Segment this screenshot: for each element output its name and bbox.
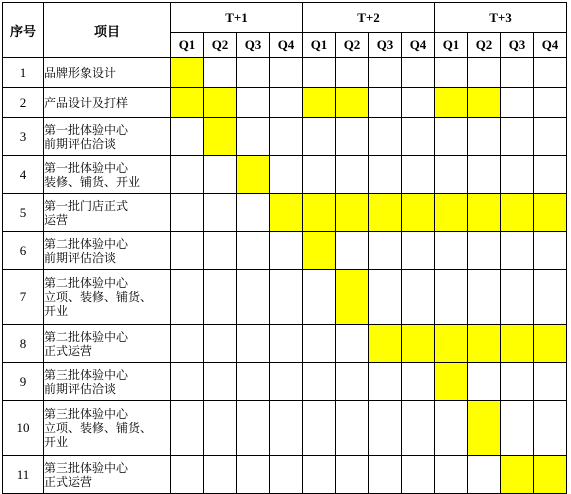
row-item <box>44 325 171 363</box>
schedule-cell-active <box>336 88 369 118</box>
table-row <box>3 456 567 494</box>
schedule-cell-active <box>501 194 534 232</box>
schedule-cell <box>171 456 204 494</box>
schedule-cell <box>534 401 567 456</box>
schedule-cell <box>336 456 369 494</box>
schedule-cell <box>204 156 237 194</box>
schedule-cell <box>501 363 534 401</box>
schedule-cell <box>204 325 237 363</box>
row-item-line: 第三批体验中心 <box>44 460 129 475</box>
schedule-cell <box>501 58 534 88</box>
table-row <box>3 58 567 88</box>
schedule-cell-active <box>204 88 237 118</box>
row-item-line: 开业 <box>44 304 69 318</box>
header-quarter: Q2 <box>204 33 237 58</box>
schedule-cell-active <box>303 194 336 232</box>
schedule-cell <box>435 401 468 456</box>
table-row <box>3 118 567 156</box>
row-item <box>44 401 171 456</box>
schedule-cell-active <box>270 194 303 232</box>
schedule-cell <box>171 232 204 270</box>
row-item-line: 第二批体验中心 <box>44 276 129 290</box>
schedule-cell-active <box>435 325 468 363</box>
schedule-cell <box>534 363 567 401</box>
schedule-cell <box>303 363 336 401</box>
row-item <box>44 363 171 401</box>
table-row <box>3 270 567 325</box>
schedule-cell <box>171 401 204 456</box>
schedule-cell <box>402 232 435 270</box>
schedule-cell <box>270 270 303 325</box>
row-number: 1 <box>3 58 44 88</box>
row-item <box>44 88 171 118</box>
row-number: 6 <box>3 232 44 270</box>
row-number: 3 <box>3 118 44 156</box>
table-row <box>3 194 567 232</box>
header-quarter: Q1 <box>171 33 204 58</box>
table-row <box>3 325 567 363</box>
schedule-cell <box>303 156 336 194</box>
schedule-cell <box>468 456 501 494</box>
row-item-line: 正式运营 <box>44 343 93 358</box>
schedule-cell <box>369 456 402 494</box>
header-quarter: Q4 <box>402 33 435 58</box>
schedule-cell <box>369 156 402 194</box>
schedule-cell-active <box>534 325 567 363</box>
row-item-line: 品牌形象设计 <box>44 65 117 80</box>
schedule-cell <box>402 58 435 88</box>
row-item <box>44 232 171 270</box>
table-row <box>3 88 567 118</box>
header-quarter: Q4 <box>534 33 567 58</box>
schedule-cell <box>369 88 402 118</box>
schedule-cell <box>501 401 534 456</box>
schedule-cell <box>534 156 567 194</box>
schedule-cell <box>204 194 237 232</box>
schedule-cell <box>237 363 270 401</box>
header-item: 项目 <box>44 3 171 58</box>
schedule-cell <box>303 58 336 88</box>
schedule-cell <box>534 232 567 270</box>
schedule-cell <box>171 118 204 156</box>
header-quarter: Q2 <box>336 33 369 58</box>
schedule-cell-active <box>303 88 336 118</box>
schedule-cell <box>270 363 303 401</box>
schedule-body <box>3 58 567 494</box>
schedule-cell <box>204 270 237 325</box>
schedule-cell-active <box>501 325 534 363</box>
row-item-line: 第一批体验中心 <box>44 122 129 137</box>
schedule-cell <box>501 232 534 270</box>
schedule-cell <box>435 58 468 88</box>
header-quarter: Q1 <box>303 33 336 58</box>
schedule-cell <box>336 325 369 363</box>
schedule-cell <box>270 325 303 363</box>
schedule-cell-active <box>501 456 534 494</box>
schedule-cell <box>204 456 237 494</box>
row-item-line: 前期评估洽谈 <box>44 381 117 396</box>
row-item-line: 开业 <box>44 435 69 449</box>
schedule-cell-active <box>534 194 567 232</box>
schedule-cell <box>270 118 303 156</box>
schedule-cell <box>468 118 501 156</box>
schedule-cell <box>534 88 567 118</box>
schedule-cell-active <box>336 194 369 232</box>
schedule-cell <box>435 456 468 494</box>
row-number: 2 <box>3 88 44 118</box>
schedule-cell <box>369 58 402 88</box>
header-row-years <box>3 3 567 33</box>
schedule-cell-active <box>435 88 468 118</box>
row-item-line: 第二批体验中心 <box>44 329 129 344</box>
schedule-cell <box>237 194 270 232</box>
row-item <box>44 118 171 156</box>
schedule-cell <box>270 156 303 194</box>
schedule-cell <box>501 88 534 118</box>
row-item-line: 运营 <box>44 212 69 227</box>
row-item <box>44 270 171 325</box>
schedule-cell-active <box>369 325 402 363</box>
header-year-1: T+1 <box>171 3 303 33</box>
schedule-cell <box>435 270 468 325</box>
schedule-cell <box>435 156 468 194</box>
row-item-line: 装修、铺货、开业 <box>44 174 141 189</box>
schedule-cell <box>270 232 303 270</box>
schedule-cell <box>369 232 402 270</box>
row-item-line: 第二批体验中心 <box>44 236 129 251</box>
schedule-cell-active <box>435 194 468 232</box>
schedule-cell <box>369 270 402 325</box>
row-number: 7 <box>3 270 44 325</box>
schedule-cell <box>435 118 468 156</box>
schedule-cell <box>501 118 534 156</box>
schedule-cell <box>171 325 204 363</box>
row-number: 8 <box>3 325 44 363</box>
schedule-cell-active <box>171 58 204 88</box>
schedule-cell <box>468 270 501 325</box>
row-item-line: 前期评估洽谈 <box>44 250 117 265</box>
schedule-cell <box>336 363 369 401</box>
schedule-cell-active <box>336 270 369 325</box>
table-row <box>3 363 567 401</box>
schedule-cell <box>171 194 204 232</box>
schedule-cell-active <box>435 363 468 401</box>
schedule-cell-active <box>204 118 237 156</box>
row-item <box>44 456 171 494</box>
schedule-cell-active <box>402 325 435 363</box>
schedule-cell-active <box>468 401 501 456</box>
schedule-cell <box>468 156 501 194</box>
schedule-cell <box>402 270 435 325</box>
row-item <box>44 156 171 194</box>
row-item-line: 立项、装修、铺货、 <box>44 421 153 435</box>
schedule-cell <box>534 58 567 88</box>
row-item <box>44 58 171 88</box>
header-quarter: Q3 <box>237 33 270 58</box>
schedule-cell <box>303 456 336 494</box>
schedule-cell <box>534 118 567 156</box>
schedule-cell <box>237 118 270 156</box>
schedule-cell-active <box>171 88 204 118</box>
schedule-cell <box>204 58 237 88</box>
header-quarter: Q3 <box>501 33 534 58</box>
schedule-cell-active <box>369 194 402 232</box>
schedule-cell <box>303 270 336 325</box>
schedule-cell-active <box>468 194 501 232</box>
schedule-cell-active <box>402 194 435 232</box>
schedule-cell <box>237 401 270 456</box>
schedule-cell <box>171 363 204 401</box>
schedule-cell <box>270 401 303 456</box>
schedule-cell <box>171 156 204 194</box>
header-year-2: T+2 <box>303 3 435 33</box>
header-quarter: Q2 <box>468 33 501 58</box>
schedule-cell <box>336 401 369 456</box>
schedule-cell <box>402 363 435 401</box>
schedule-cell <box>402 156 435 194</box>
schedule-cell-active <box>468 325 501 363</box>
row-item-line: 第三批体验中心 <box>44 407 129 421</box>
table-row <box>3 232 567 270</box>
table-row <box>3 401 567 456</box>
schedule-cell <box>336 232 369 270</box>
row-item-line: 第三批体验中心 <box>44 367 129 382</box>
row-number: 4 <box>3 156 44 194</box>
table-row <box>3 156 567 194</box>
row-item-line: 正式运营 <box>44 474 93 489</box>
row-item <box>44 194 171 232</box>
schedule-cell-active <box>237 156 270 194</box>
schedule-cell <box>237 232 270 270</box>
row-number: 5 <box>3 194 44 232</box>
row-number: 10 <box>3 401 44 456</box>
schedule-cell <box>435 232 468 270</box>
header-seq: 序号 <box>3 3 44 58</box>
schedule-cell <box>270 456 303 494</box>
schedule-cell <box>336 118 369 156</box>
row-item-line: 第一批体验中心 <box>44 160 129 175</box>
schedule-cell <box>369 401 402 456</box>
schedule-cell <box>369 118 402 156</box>
schedule-cell-active <box>303 232 336 270</box>
schedule-cell <box>171 270 204 325</box>
schedule-cell <box>204 401 237 456</box>
schedule-cell <box>303 401 336 456</box>
header-quarter: Q1 <box>435 33 468 58</box>
schedule-cell <box>468 58 501 88</box>
schedule-cell <box>369 363 402 401</box>
schedule-cell <box>501 156 534 194</box>
schedule-cell <box>270 58 303 88</box>
schedule-cell <box>336 156 369 194</box>
schedule-cell <box>402 88 435 118</box>
header-quarter: Q3 <box>369 33 402 58</box>
schedule-cell <box>303 118 336 156</box>
schedule-cell <box>468 232 501 270</box>
row-number: 9 <box>3 363 44 401</box>
row-number: 11 <box>3 456 44 494</box>
schedule-cell <box>237 325 270 363</box>
schedule-cell <box>204 232 237 270</box>
row-item-line: 第一批门店正式 <box>44 198 129 213</box>
schedule-table <box>2 2 567 494</box>
schedule-cell <box>501 270 534 325</box>
schedule-cell <box>237 456 270 494</box>
schedule-cell <box>237 88 270 118</box>
row-item-line: 立项、装修、铺货、 <box>44 290 153 304</box>
schedule-cell <box>336 58 369 88</box>
schedule-cell <box>270 88 303 118</box>
schedule-cell <box>468 363 501 401</box>
schedule-cell <box>204 363 237 401</box>
row-item-line: 前期评估洽谈 <box>44 136 117 151</box>
row-item-line: 产品设计及打样 <box>44 95 129 110</box>
schedule-cell <box>402 456 435 494</box>
header-year-3: T+3 <box>435 3 567 33</box>
schedule-cell <box>303 325 336 363</box>
schedule-cell <box>534 270 567 325</box>
schedule-cell <box>402 118 435 156</box>
schedule-cell-active <box>468 88 501 118</box>
header-quarter: Q4 <box>270 33 303 58</box>
schedule-cell-active <box>534 456 567 494</box>
schedule-cell <box>237 58 270 88</box>
schedule-cell <box>237 270 270 325</box>
schedule-cell <box>402 401 435 456</box>
